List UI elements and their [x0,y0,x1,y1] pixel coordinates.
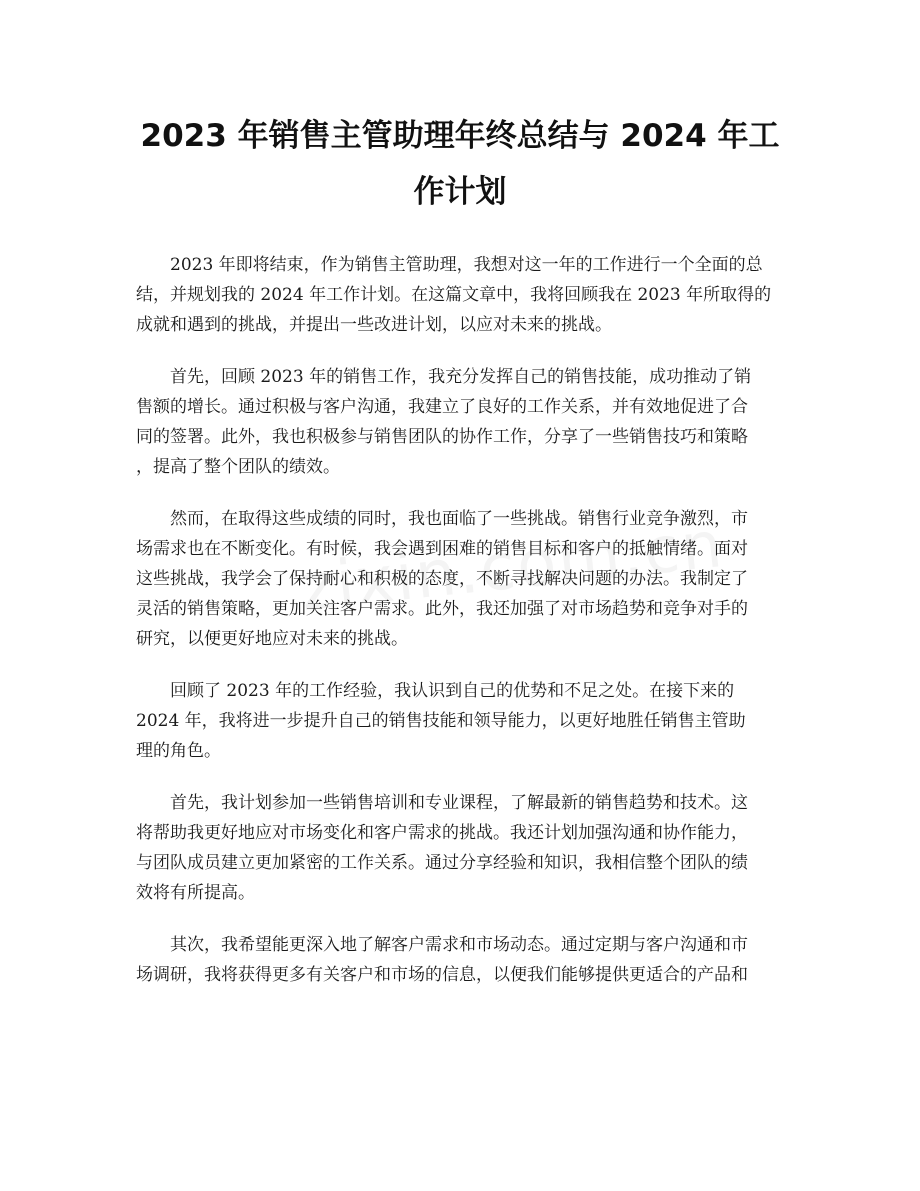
paragraph-6 [136,930,786,990]
paragraph-line: 其次，我希望能更深入地了解客户需求和市场动态。通过定期与客户沟通和市 [170,935,748,955]
paragraph-line: 效将有所提高。 [136,883,255,903]
paragraph-line: 结，并规划我的 2024 年工作计划。在这篇文章中，我将回顾我在 2023 年所取得的 [136,285,772,305]
paragraph-line: 2024 年，我将进一步提升自己的销售技能和领导能力，以更好地胜任销售主管助 [136,711,746,731]
paragraph-line: 售额的增长。通过积极与客户沟通，我建立了良好的工作关系，并有效地促进了合 [136,397,748,417]
title-line-2: 作计划 [413,174,507,210]
paragraph-line: 将帮助我更好地应对市场变化和客户需求的挑战。我还计划加强沟通和协作能力， [136,823,748,843]
document-body [136,250,786,1012]
paragraph-line: 这些挑战，我学会了保持耐心和积极的态度，不断寻找解决问题的办法。我制定了 [136,569,748,589]
paragraph-5 [136,788,786,908]
paragraph-line: 首先，我计划参加一些销售培训和专业课程，了解最新的销售趋势和技术。这 [170,793,748,813]
paragraph-3 [136,504,786,654]
paragraph-line: 然而，在取得这些成绩的同时，我也面临了一些挑战。销售行业竞争激烈，市 [170,509,748,529]
paragraph-line: 研究，以便更好地应对未来的挑战。 [136,629,408,649]
paragraph-line: ，提高了整个团队的绩效。 [136,457,340,477]
paragraph-2 [136,362,786,482]
paragraph-line: 灵活的销售策略，更加关注客户需求。此外，我还加强了对市场趋势和竞争对手的 [136,599,748,619]
paragraph-line: 理的角色。 [136,741,221,761]
paragraph-line: 回顾了 2023 年的工作经验，我认识到自己的优势和不足之处。在接下来的 [170,681,735,701]
paragraph-line: 2023 年即将结束，作为销售主管助理，我想对这一年的工作进行一个全面的总 [170,255,763,275]
paragraph-line: 场需求也在不断变化。有时候，我会遇到困难的销售目标和客户的抵触情绪。面对 [136,539,748,559]
paragraph-line: 场调研，我将获得更多有关客户和市场的信息，以便我们能够提供更适合的产品和 [136,965,748,985]
document-title [120,108,800,220]
paragraph-4 [136,676,786,766]
paragraph-line: 与团队成员建立更加紧密的工作关系。通过分享经验和知识，我相信整个团队的绩 [136,853,748,873]
paragraph-1 [136,250,786,340]
paragraph-line: 成就和遇到的挑战，并提出一些改进计划，以应对未来的挑战。 [136,315,612,335]
paragraph-line: 首先，回顾 2023 年的销售工作，我充分发挥自己的销售技能，成功推动了销 [170,367,752,387]
paragraph-line: 同的签署。此外，我也积极参与销售团队的协作工作，分享了一些销售技巧和策略 [136,427,748,447]
title-line-1: 2023 年销售主管助理年终总结与 2024 年工 [140,118,780,154]
